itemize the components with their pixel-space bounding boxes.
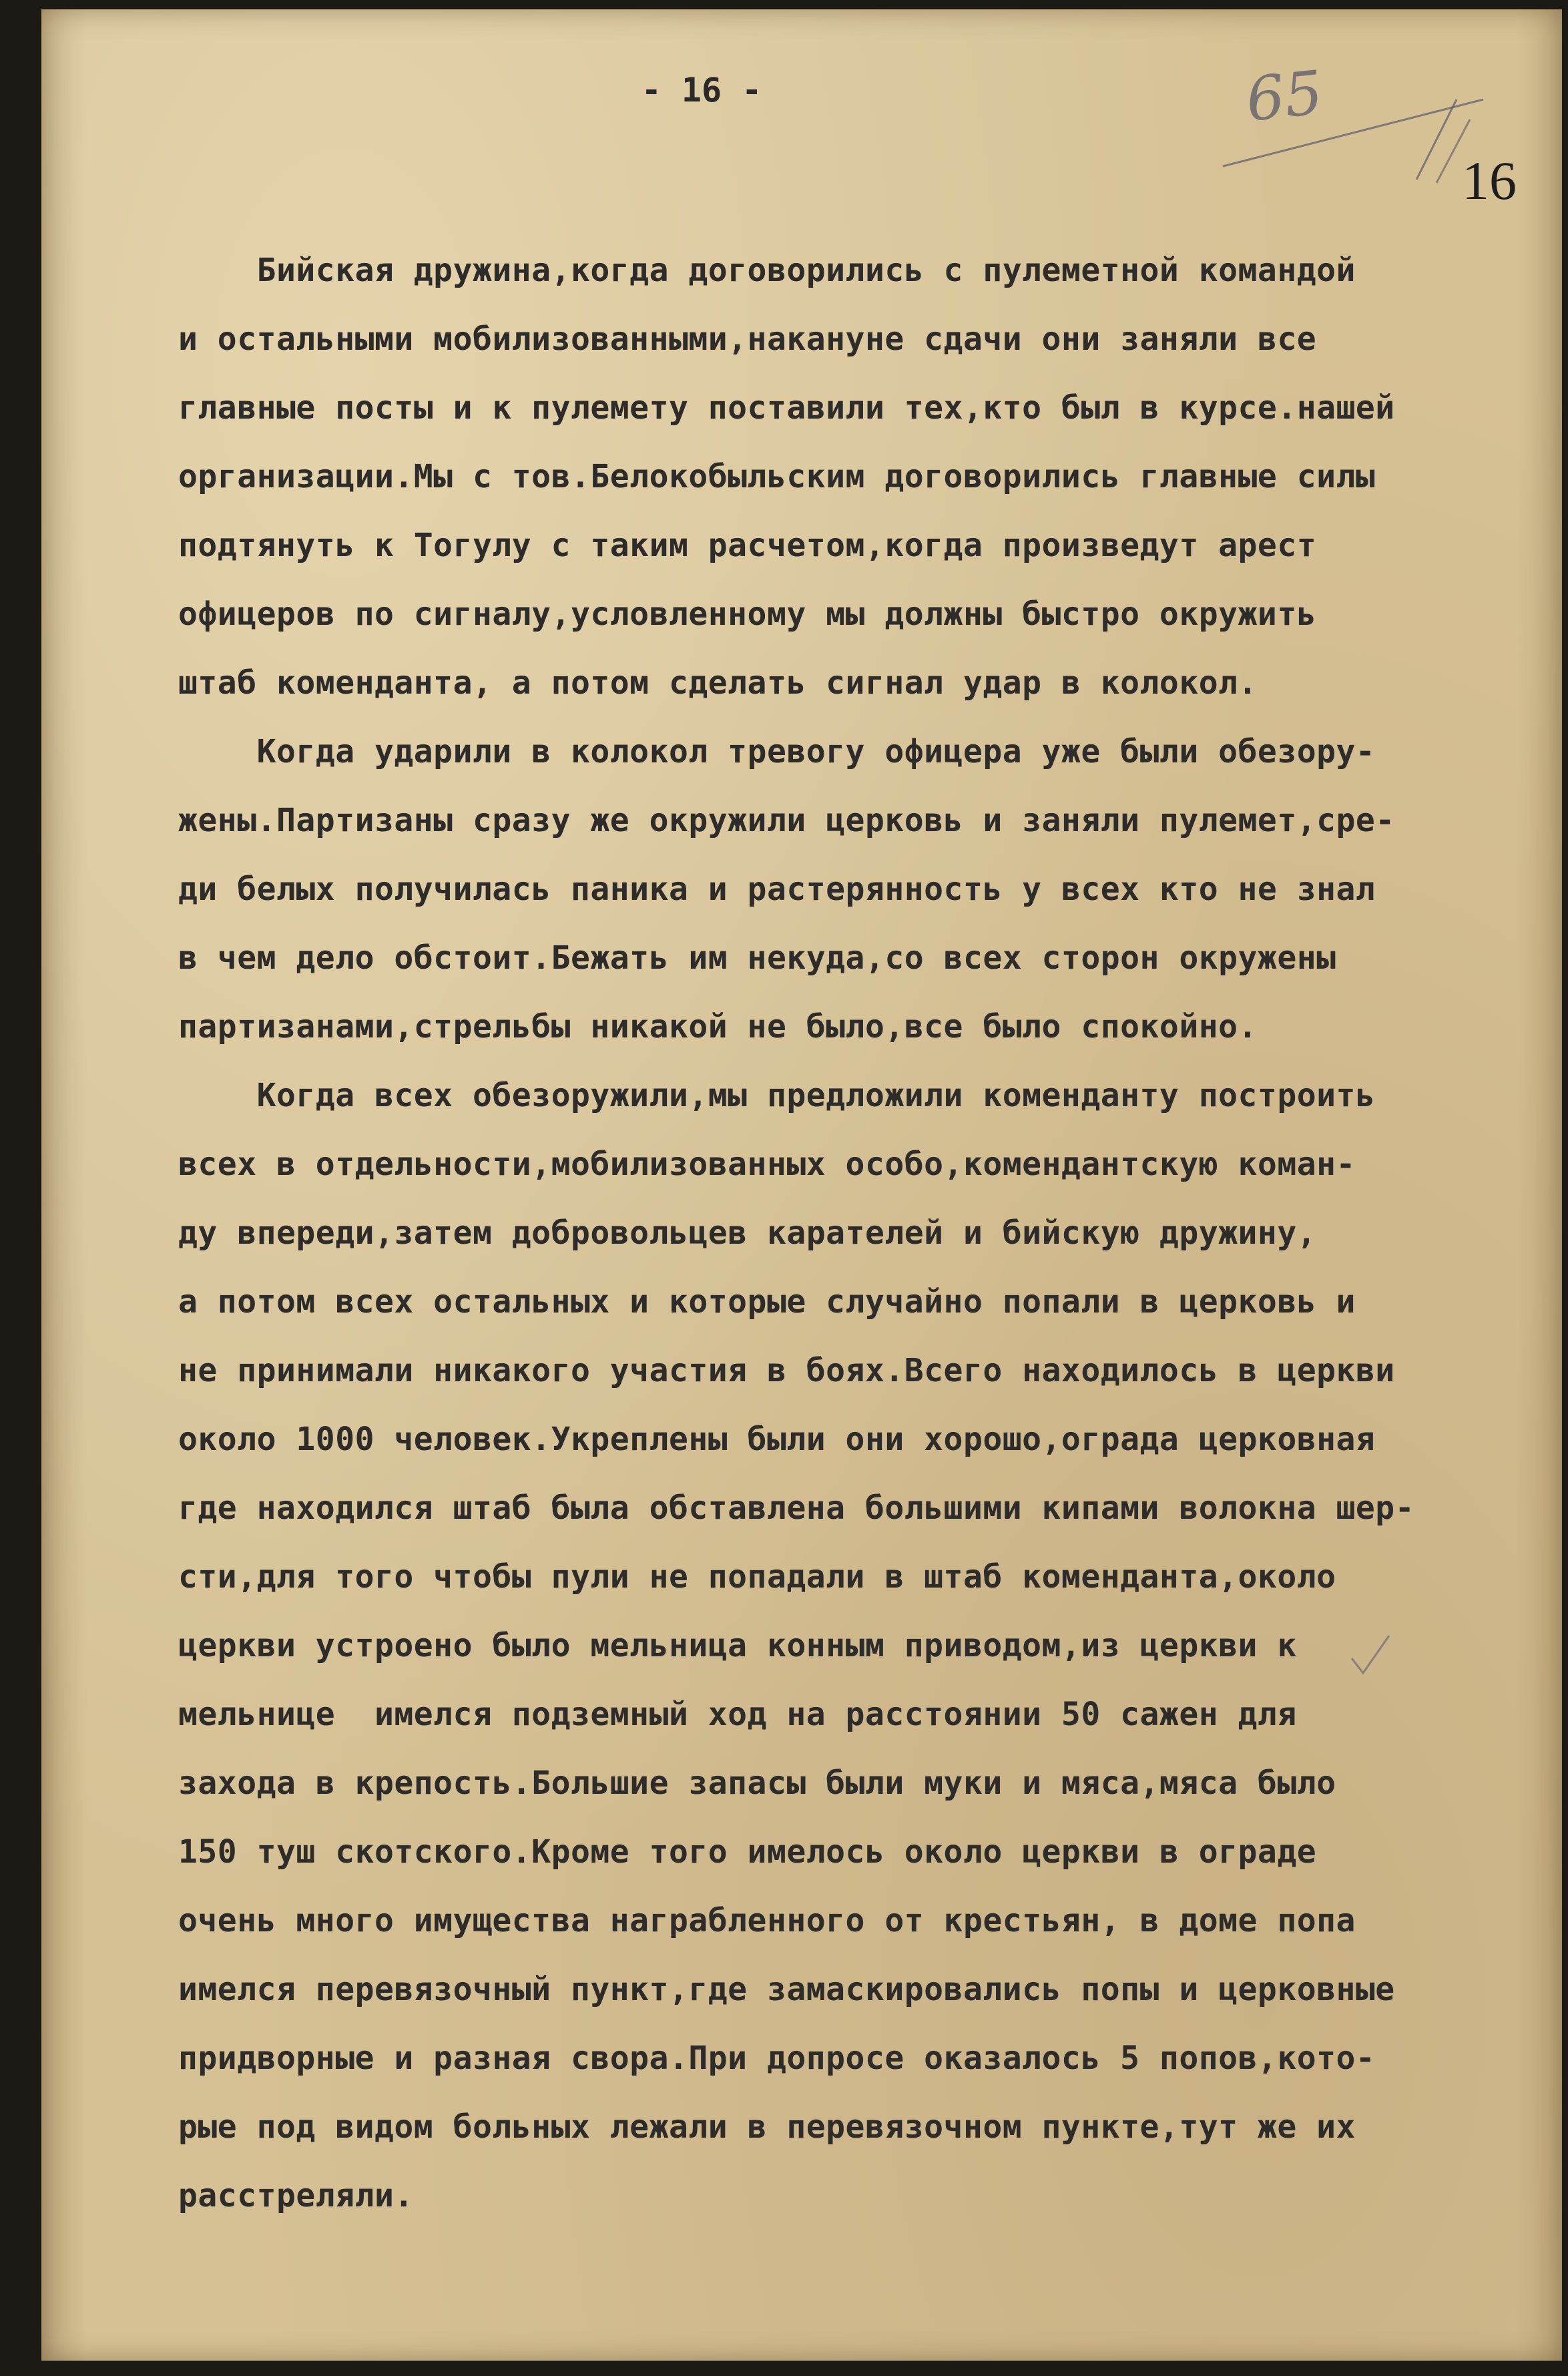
paragraph-2 bbox=[178, 718, 1553, 1061]
text-line: очень много имущества награбленного от крестьян, в доме попа bbox=[178, 1902, 1356, 1939]
text-line: подтянуть к Тогулу с таким расчетом,когда произведут арест bbox=[178, 527, 1317, 564]
typewritten-text bbox=[178, 236, 1553, 2230]
text-line: Когда всех обезоружили,мы предложили коменданту построить bbox=[178, 1077, 1376, 1114]
checkmark-icon bbox=[1346, 1632, 1393, 1678]
text-line: в чем дело обстоит.Бежать им некуда,со всех сторон окружены bbox=[178, 939, 1336, 977]
text-line: а потом всех остальных и которые случайно попали в церковь и bbox=[178, 1283, 1356, 1321]
text-line: партизанами,стрельбы никакой не было,все было спокойно. bbox=[178, 1008, 1258, 1045]
text-line: сти,для того чтобы пули не попадали в штаб коменданта,около bbox=[178, 1558, 1336, 1596]
text-line: ди белых получилась паника и растерянность у всех кто не знал bbox=[178, 871, 1376, 908]
text-line: имелся перевязочный пункт,где замаскировались попы и церковные bbox=[178, 1971, 1395, 2008]
text-line: офицеров по сигналу,условленному мы должны быстро окружить bbox=[178, 596, 1317, 633]
text-line: штаб коменданта, а потом сделать сигнал удар в колокол. bbox=[178, 664, 1258, 702]
text-line: 150 туш скотского.Кроме того имелось около церкви в ограде bbox=[178, 1833, 1317, 1871]
archive-strike-mark bbox=[1216, 86, 1497, 193]
text-line: расстреляли. bbox=[178, 2177, 414, 2214]
text-line: около 1000 человек.Укреплены были они хорошо,ограда церковная bbox=[178, 1421, 1376, 1458]
text-line: рые под видом больных лежали в перевязочном пункте,тут же их bbox=[178, 2108, 1356, 2146]
text-line: жены.Партизаны сразу же окружили церковь и заняли пулемет,сре- bbox=[178, 802, 1395, 839]
archive-old-number: 65 bbox=[1242, 57, 1326, 136]
page-number: - 16 - bbox=[641, 71, 762, 109]
text-line: где находился штаб была обставлена большими кипами волокна шер- bbox=[178, 1489, 1415, 1527]
text-line: Бийская дружина,когда договорились с пулеметной командой bbox=[178, 252, 1356, 289]
document-page bbox=[41, 9, 1562, 2361]
text-line: ду впереди,затем добровольцев карателей и бийскую дружину, bbox=[178, 1214, 1317, 1252]
text-line: и остальными мобилизованными,накануне сдачи они заняли все bbox=[178, 320, 1317, 358]
text-line: всех в отдельности,мобилизованных особо,комендантскую коман- bbox=[178, 1146, 1356, 1183]
archive-new-number: 16 bbox=[1462, 150, 1517, 211]
text-line: захода в крепость.Большие запасы были муки и мяса,мяса было bbox=[178, 1764, 1336, 1802]
text-line: Когда ударили в колокол тревогу офицера уже были обезору- bbox=[178, 733, 1376, 770]
text-line: организации.Мы с тов.Белокобыльским договорились главные силы bbox=[178, 458, 1376, 495]
paragraph-1 bbox=[178, 236, 1553, 718]
text-line: церкви устроено было мельница конным приводом,из церкви к bbox=[178, 1627, 1297, 1664]
text-line: мельнице имелся подземный ход на расстоянии 50 сажен для bbox=[178, 1696, 1297, 1733]
text-line: главные посты и к пулемету поставили тех,кто был в курсе.нашей bbox=[178, 389, 1395, 427]
text-line: не принимали никакого участия в боях.Всего находилось в церкви bbox=[178, 1352, 1395, 1389]
text-line: придворные и разная свора.При допросе оказалось 5 попов,кото- bbox=[178, 2040, 1376, 2077]
